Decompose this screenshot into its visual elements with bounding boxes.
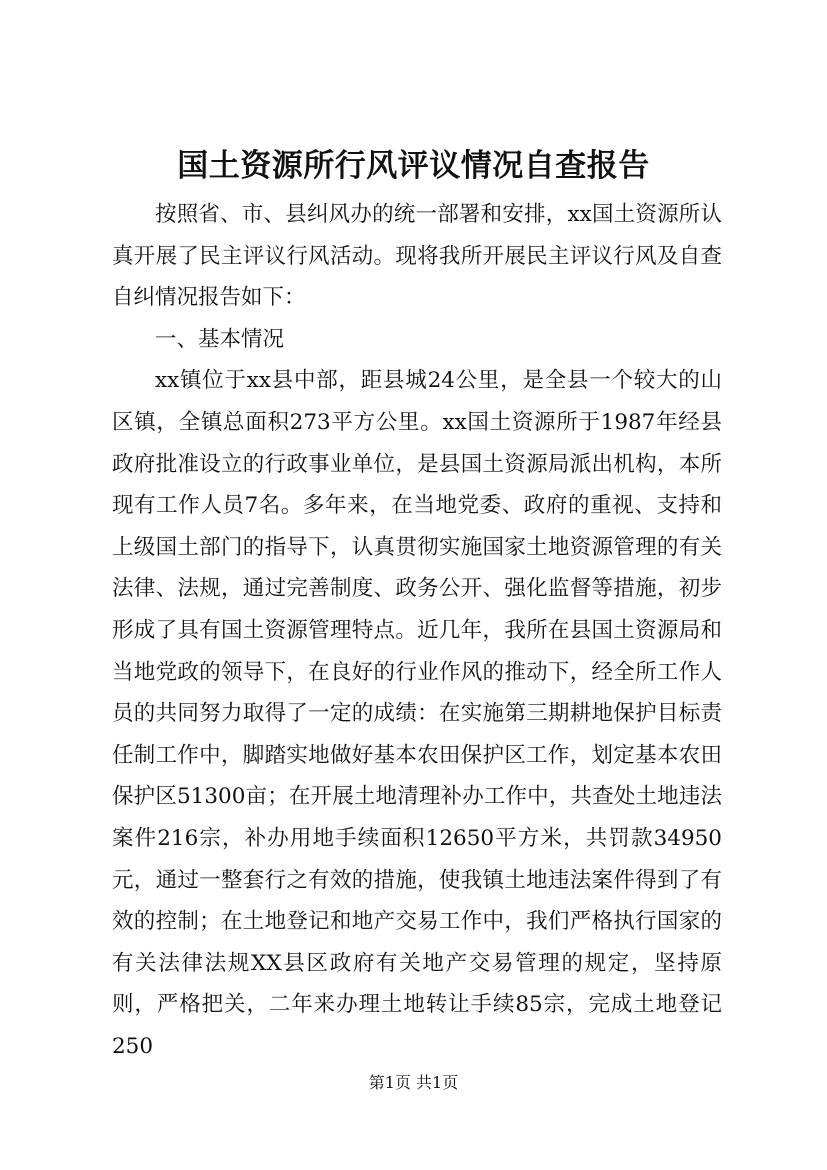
document-body (112, 194, 722, 1067)
basic-situation-paragraph: xx镇位于xx县中部，距县城24公里，是全县一个较大的山区镇，全镇总面积273平方公里。xx国土资源所于1987年经县政府批准设立的行政事业单位，是县国土资源局派出机构，本所现有工作人员7名。多年来，在当地党委、政府的重视、支持和上级国土部门的指导下，认真贯彻实施国家土地资源管理的有关法律、法规，通过完善制度、政务公开、强化监督等措施，初步形成了具有国土资源管理特点。近几年，我所在县国土资源局和当地党政的领导下，在良好的行业作风的推动下，经全所工作人员的共同努力取得了一定的成绩：在实施第三期耕地保护目标责任制工作中，脚踏实地做好基本农田保护区工作，划定基本农田保护区51300亩；在开展土地清理补办工作中，共查处土地违法案件216宗，补办用地手续面积12650平方米，共罚款34950元，通过一整套行之有效的措施，使我镇土地违法案件得到了有效的控制；在土地登记和地产交易工作中，我们严格执行国家的有关法律法规XX县区政府有关地产交易管理的规定，坚持原则，严格把关，二年来办理土地转让手续85宗，完成土地登记250 (112, 368, 722, 1059)
document-title: 国土资源所行风评议情况自查报告 (177, 148, 650, 184)
section-heading-basic-situation: 一、基本情况 (155, 326, 285, 352)
intro-paragraph: 按照省、市、县纠风办的统一部署和安排，xx国土资源所认真开展了民主评议行风活动。现将我所开展民主评议行风及自查自纠情况报告如下： (112, 202, 722, 311)
page-number-footer: 第1页 共1页 (368, 1073, 459, 1092)
